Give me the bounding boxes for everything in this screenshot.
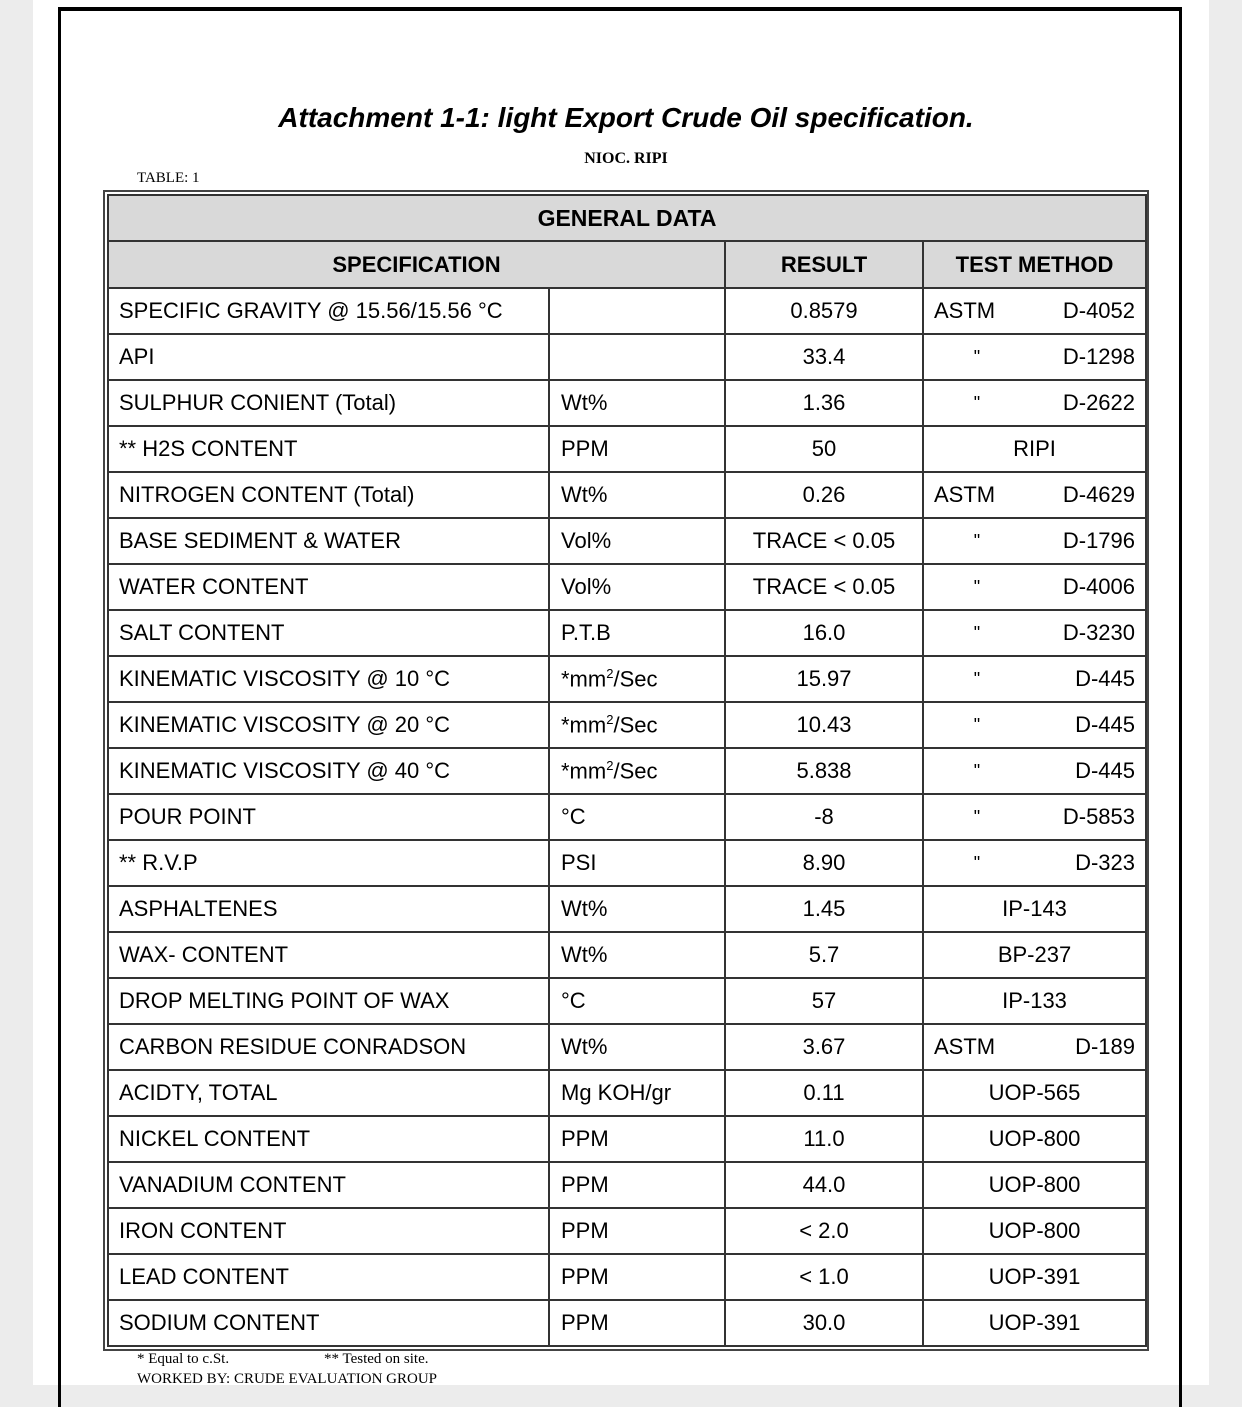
unit-cell: Wt% <box>549 1024 725 1070</box>
table-row <box>108 748 1146 794</box>
organization-label: NIOC. RIPI <box>584 150 668 167</box>
unit-text: *mm <box>561 758 607 784</box>
test-method-cell <box>923 564 1146 610</box>
test-method-code: D-4052 <box>1062 298 1136 323</box>
ditto-mark: " <box>973 760 981 781</box>
test-method-code: D-445 <box>1075 712 1136 737</box>
test-method-text: UOP-800 <box>988 1126 1081 1151</box>
ditto-mark: " <box>973 530 981 551</box>
test-method-text: IP-143 <box>1002 896 1067 921</box>
unit-cell: Wt% <box>549 932 725 978</box>
test-method-cell <box>923 886 1146 932</box>
test-method-text: IP-133 <box>1002 988 1067 1013</box>
unit-superscript: 2 <box>606 757 614 773</box>
unit-cell: PPM <box>549 1300 725 1346</box>
test-method-cell <box>923 288 1146 334</box>
table-row <box>108 564 1146 610</box>
result-cell: 5.838 <box>725 748 923 794</box>
specification-cell: WATER CONTENT <box>108 564 549 610</box>
specification-cell: KINEMATIC VISCOSITY @ 20 °C <box>108 702 549 748</box>
ditto-mark: " <box>973 576 981 597</box>
test-method-code: D-1796 <box>1062 528 1136 553</box>
test-method-cell <box>923 748 1146 794</box>
spec-table <box>107 194 1147 1347</box>
worked-by-label: WORKED BY: CRUDE EVALUATION GROUP <box>137 1371 438 1387</box>
table-row <box>108 1254 1146 1300</box>
table-row <box>108 472 1146 518</box>
result-cell: < 1.0 <box>725 1254 923 1300</box>
test-method-cell <box>923 1254 1146 1300</box>
general-data-header: GENERAL DATA <box>108 195 1146 241</box>
specification-cell: NITROGEN CONTENT (Total) <box>108 472 549 518</box>
result-cell: 57 <box>725 978 923 1024</box>
footnote-equal-cst: * Equal to c.St. <box>137 1351 230 1367</box>
test-method-cell <box>923 656 1146 702</box>
result-cell: TRACE < 0.05 <box>725 518 923 564</box>
result-cell: 15.97 <box>725 656 923 702</box>
test-method-cell <box>923 472 1146 518</box>
table-row <box>108 1024 1146 1070</box>
table-row <box>108 1300 1146 1346</box>
test-method-text: UOP-800 <box>988 1172 1081 1197</box>
test-method-text: UOP-391 <box>988 1310 1081 1335</box>
specification-cell: SULPHUR CONIENT (Total) <box>108 380 549 426</box>
test-method-cell <box>923 702 1146 748</box>
table-row <box>108 978 1146 1024</box>
document-title: Attachment 1-1: light Export Crude Oil specification. <box>278 102 974 133</box>
table-row <box>108 840 1146 886</box>
specification-cell: BASE SEDIMENT & WATER <box>108 518 549 564</box>
ditto-mark: " <box>973 806 981 827</box>
table-label: TABLE: 1 <box>137 170 200 186</box>
test-standard: ASTM <box>934 1034 996 1059</box>
unit-superscript: 2 <box>606 665 614 681</box>
test-method-cell <box>923 334 1146 380</box>
table-row <box>108 1070 1146 1116</box>
result-cell: < 2.0 <box>725 1208 923 1254</box>
unit-text-suffix: /Sec <box>613 666 658 692</box>
test-method-code: D-2622 <box>1062 390 1136 415</box>
test-standard: ASTM <box>934 482 996 507</box>
test-method-cell <box>923 518 1146 564</box>
test-method-text: UOP-391 <box>988 1264 1081 1289</box>
specification-cell: LEAD CONTENT <box>108 1254 549 1300</box>
ditto-mark: " <box>973 714 981 735</box>
ditto-mark: " <box>973 622 981 643</box>
test-method-text: BP-237 <box>997 942 1072 967</box>
test-method-cell <box>923 1024 1146 1070</box>
specification-cell: SPECIFIC GRAVITY @ 15.56/15.56 °C <box>108 288 549 334</box>
specification-header: SPECIFICATION <box>108 241 725 288</box>
test-method-cell <box>923 1162 1146 1208</box>
specification-cell: API <box>108 334 549 380</box>
footnote-tested-on-site: ** Tested on site. <box>324 1351 429 1367</box>
unit-cell <box>549 748 725 794</box>
table-row <box>108 702 1146 748</box>
test-method-cell <box>923 978 1146 1024</box>
result-cell: 10.43 <box>725 702 923 748</box>
unit-cell: PPM <box>549 1116 725 1162</box>
table-row <box>108 334 1146 380</box>
test-method-code: D-189 <box>1075 1034 1136 1059</box>
test-method-text: UOP-800 <box>988 1218 1081 1243</box>
spec-table-body <box>108 288 1146 1346</box>
specification-cell: NICKEL CONTENT <box>108 1116 549 1162</box>
unit-cell: °C <box>549 794 725 840</box>
specification-cell: ACIDTY, TOTAL <box>108 1070 549 1116</box>
table-row <box>108 288 1146 334</box>
test-method-text: RIPI <box>1013 436 1056 461</box>
unit-text-suffix: /Sec <box>613 712 658 738</box>
result-cell: 44.0 <box>725 1162 923 1208</box>
specification-cell: WAX- CONTENT <box>108 932 549 978</box>
table-row <box>108 794 1146 840</box>
result-cell: 1.45 <box>725 886 923 932</box>
specification-cell: SODIUM CONTENT <box>108 1300 549 1346</box>
specification-cell: SALT CONTENT <box>108 610 549 656</box>
test-method-code: D-1298 <box>1062 344 1136 369</box>
test-method-cell <box>923 840 1146 886</box>
unit-cell <box>549 288 725 334</box>
result-cell: TRACE < 0.05 <box>725 564 923 610</box>
table-row <box>108 886 1146 932</box>
specification-cell: ** H2S CONTENT <box>108 426 549 472</box>
table-row <box>108 610 1146 656</box>
test-method-code: D-4006 <box>1062 574 1136 599</box>
test-method-code: D-445 <box>1075 758 1136 783</box>
test-method-code: D-323 <box>1075 850 1136 875</box>
test-method-cell <box>923 794 1146 840</box>
test-method-cell <box>923 426 1146 472</box>
result-cell: 8.90 <box>725 840 923 886</box>
test-method-code: D-4629 <box>1062 482 1136 507</box>
table-row <box>108 1208 1146 1254</box>
test-method-code: D-3230 <box>1062 620 1136 645</box>
unit-superscript: 2 <box>606 711 614 727</box>
specification-cell: ASPHALTENES <box>108 886 549 932</box>
specification-cell: POUR POINT <box>108 794 549 840</box>
unit-cell: P.T.B <box>549 610 725 656</box>
result-cell: 0.26 <box>725 472 923 518</box>
ditto-mark: " <box>973 346 981 367</box>
ditto-mark: " <box>973 668 981 689</box>
result-cell: 11.0 <box>725 1116 923 1162</box>
result-cell: 30.0 <box>725 1300 923 1346</box>
specification-cell: KINEMATIC VISCOSITY @ 10 °C <box>108 656 549 702</box>
specification-cell: KINEMATIC VISCOSITY @ 40 °C <box>108 748 549 794</box>
result-cell: -8 <box>725 794 923 840</box>
test-method-cell <box>923 1300 1146 1346</box>
unit-cell: Wt% <box>549 380 725 426</box>
specification-cell: ** R.V.P <box>108 840 549 886</box>
test-method-header: TEST METHOD <box>923 241 1146 288</box>
unit-cell <box>549 334 725 380</box>
unit-cell: Wt% <box>549 472 725 518</box>
unit-cell: PSI <box>549 840 725 886</box>
result-cell: 0.8579 <box>725 288 923 334</box>
unit-cell: PPM <box>549 1254 725 1300</box>
unit-cell: PPM <box>549 1208 725 1254</box>
result-cell: 3.67 <box>725 1024 923 1070</box>
unit-cell: Vol% <box>549 518 725 564</box>
ditto-mark: " <box>973 852 981 873</box>
table-row <box>108 380 1146 426</box>
result-header: RESULT <box>725 241 923 288</box>
test-method-code: D-5853 <box>1062 804 1136 829</box>
test-method-text: UOP-565 <box>988 1080 1081 1105</box>
unit-cell: PPM <box>549 426 725 472</box>
result-cell: 1.36 <box>725 380 923 426</box>
unit-cell: Vol% <box>549 564 725 610</box>
footnotes <box>137 1351 437 1391</box>
result-cell: 5.7 <box>725 932 923 978</box>
table-row <box>108 1116 1146 1162</box>
specification-cell: DROP MELTING POINT OF WAX <box>108 978 549 1024</box>
unit-cell: Mg KOH/gr <box>549 1070 725 1116</box>
table-row <box>108 932 1146 978</box>
table-row <box>108 1162 1146 1208</box>
test-standard: ASTM <box>934 298 996 323</box>
test-method-cell <box>923 610 1146 656</box>
unit-text-suffix: /Sec <box>613 758 658 784</box>
test-method-code: D-445 <box>1075 666 1136 691</box>
result-cell: 50 <box>725 426 923 472</box>
test-method-cell <box>923 1208 1146 1254</box>
result-cell: 16.0 <box>725 610 923 656</box>
specification-cell: VANADIUM CONTENT <box>108 1162 549 1208</box>
unit-cell <box>549 656 725 702</box>
specification-cell: CARBON RESIDUE CONRADSON <box>108 1024 549 1070</box>
table-row <box>108 656 1146 702</box>
test-method-cell <box>923 1116 1146 1162</box>
specification-cell: IRON CONTENT <box>108 1208 549 1254</box>
unit-cell: Wt% <box>549 886 725 932</box>
ditto-mark: " <box>973 392 981 413</box>
test-method-cell <box>923 932 1146 978</box>
spec-table-container <box>103 190 1149 1351</box>
unit-text: *mm <box>561 666 607 692</box>
table-row <box>108 518 1146 564</box>
unit-cell: PPM <box>549 1162 725 1208</box>
test-method-cell <box>923 1070 1146 1116</box>
unit-text: *mm <box>561 712 607 738</box>
result-cell: 33.4 <box>725 334 923 380</box>
test-method-cell <box>923 380 1146 426</box>
table-row <box>108 426 1146 472</box>
result-cell: 0.11 <box>725 1070 923 1116</box>
unit-cell <box>549 702 725 748</box>
unit-cell: °C <box>549 978 725 1024</box>
